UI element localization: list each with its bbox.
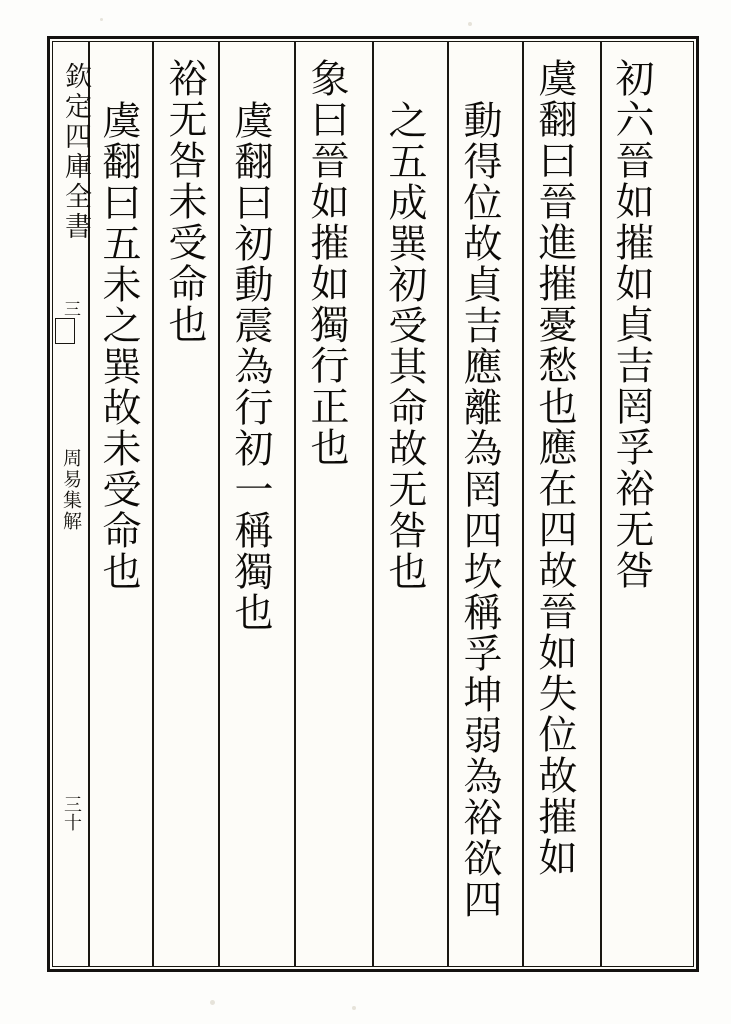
page-number: 三十 <box>61 795 82 831</box>
column-rule <box>152 41 154 967</box>
paper-speck <box>100 18 103 21</box>
book-title: 欽定四庫全書 <box>60 62 91 242</box>
volume-mark: 三 <box>60 300 80 317</box>
paper-speck <box>210 1000 215 1005</box>
text-column-8: 虞翻曰五未之巽故未受命也 <box>96 100 141 592</box>
text-column-4: 之五成巽初受其命故无咎也 <box>382 100 427 592</box>
column-rule <box>522 41 524 967</box>
column-rule <box>218 41 220 967</box>
text-column-3: 動得位故貞吉應離為罔四坎稱孚坤弱為裕欲四 <box>457 100 502 920</box>
column-rule <box>600 41 602 967</box>
paper-speck <box>352 1006 356 1010</box>
text-column-5: 象曰晉如摧如獨行正也 <box>304 58 349 468</box>
work-title: 周易集解 <box>60 448 82 532</box>
text-column-6: 虞翻曰初動震為行初一稱獨也 <box>228 100 273 633</box>
column-rule <box>372 41 374 967</box>
text-column-2: 虞翻曰晉進摧憂愁也應在四故晉如失位故摧如 <box>532 58 577 878</box>
column-rule <box>447 41 449 967</box>
column-rule <box>294 41 296 967</box>
paper-speck <box>468 22 472 26</box>
text-column-7: 裕无咎未受命也 <box>162 58 207 345</box>
text-column-1: 初六晉如摧如貞吉罔孚裕无咎 <box>609 58 654 591</box>
